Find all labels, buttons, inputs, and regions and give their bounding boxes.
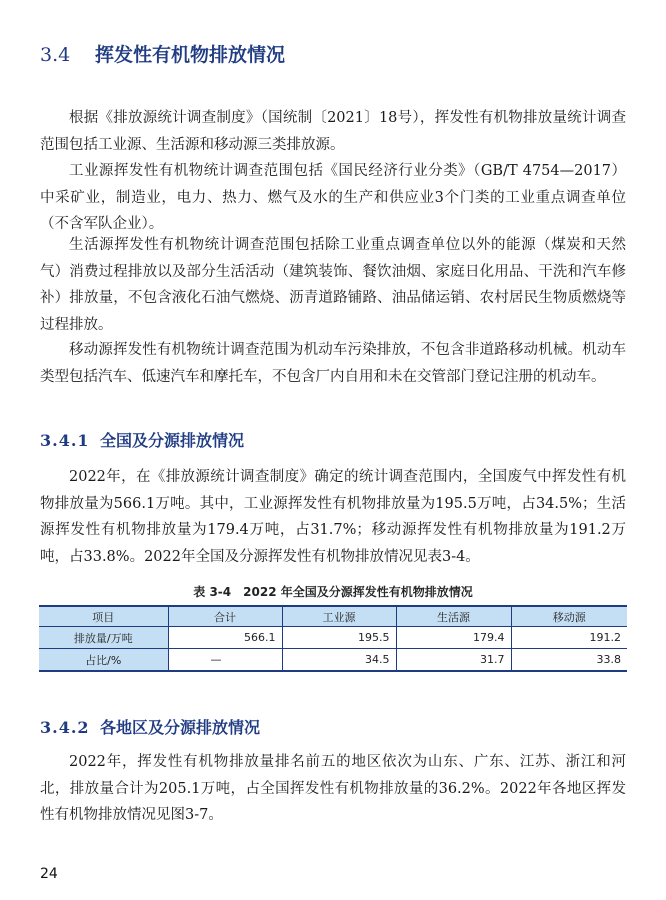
subsection-title-2: 各地区及分源排放情况 xyxy=(100,718,261,737)
section-title xyxy=(40,40,285,67)
table-cell: 566.1 xyxy=(168,627,282,649)
table-cell: — xyxy=(168,649,282,672)
intro-paragraph-2: 工业源挥发性有机物统计调查范围包括《国民经济行业分类》（GB/T 4754—2017）中采矿业，制造业，电力、热力、燃气及水的生产和供应业3个门类的工业重点调查单位（不含军队企业）。 xyxy=(40,163,626,232)
row-label: 占比/% xyxy=(39,649,168,672)
row-label: 排放量/万吨 xyxy=(39,627,168,649)
table-cell: 179.4 xyxy=(396,627,511,649)
subsection-number-1: 3.4.1 xyxy=(40,431,90,450)
intro-paragraph-1: 根据《排放源统计调查制度》（国统制〔2021〕18号），挥发性有机物排放量统计调查范围包括工业源、生活源和移动源三类排放源。 xyxy=(40,110,626,153)
table-header-cell: 项目 xyxy=(39,606,168,627)
table-cell: 33.8 xyxy=(511,649,627,672)
table-header-cell: 生活源 xyxy=(396,606,511,627)
table-row xyxy=(39,627,627,649)
table-cell: 31.7 xyxy=(396,649,511,672)
subsection-number-2: 3.4.2 xyxy=(40,718,90,737)
table-caption: 表 3-4 2022 年全国及分源挥发性有机物排放情况 xyxy=(193,585,473,599)
subsection-paragraph-1: 2022年，在《排放源统计调查制度》确定的统计调查范围内，全国废气中挥发性有机物排放量为566.1万吨。其中，工业源挥发性有机物排放量为195.5万吨，占34.5%；生活源挥发性有机物排放量为179.4万吨，占31.7%；移动源挥发性有机物排放量为191.2万吨，占33.8%。2022年全国及分源挥发性有机物排放情况见表3-4。 xyxy=(40,469,626,565)
page-number: 24 xyxy=(40,866,58,882)
subsection-heading-1 xyxy=(40,428,244,451)
table-cell: 191.2 xyxy=(511,627,627,649)
subsection-paragraph-2: 2022年，挥发性有机物排放量排名前五的地区依次为山东、广东、江苏、浙江和河北，排放量合计为205.1万吨，占全国挥发性有机物排放量的36.2%。2022年各地区挥发性有机物排放情况见图3-7。 xyxy=(40,754,626,823)
intro-paragraph-3: 生活源挥发性有机物统计调查范围包括除工业重点调查单位以外的能源（煤炭和天然气）消费过程排放以及部分生活活动（建筑装饰、餐饮油烟、家庭日化用品、干洗和汽车修补）排放量，不包含液化石油气燃烧、沥青道路铺路、油品储运销、农村居民生物质燃烧等过程排放。 xyxy=(40,237,626,333)
table-header-cell: 移动源 xyxy=(511,606,627,627)
table-header-cell: 工业源 xyxy=(282,606,396,627)
table-cell: 195.5 xyxy=(282,627,396,649)
emissions-table xyxy=(39,605,627,672)
table-header-cell: 合计 xyxy=(168,606,282,627)
section-title-text: 挥发性有机物排放情况 xyxy=(95,44,286,66)
table-cell: 34.5 xyxy=(282,649,396,672)
subsection-heading-2 xyxy=(40,715,260,738)
table-header-row xyxy=(39,606,627,627)
table-row xyxy=(39,649,627,672)
section-number: 3.4 xyxy=(40,44,71,66)
intro-paragraph-4: 移动源挥发性有机物统计调查范围为机动车污染排放，不包含非道路移动机械。机动车类型包括汽车、低速汽车和摩托车，不包含厂内自用和未在交管部门登记注册的机动车。 xyxy=(40,342,626,385)
subsection-title-1: 全国及分源排放情况 xyxy=(100,431,245,450)
